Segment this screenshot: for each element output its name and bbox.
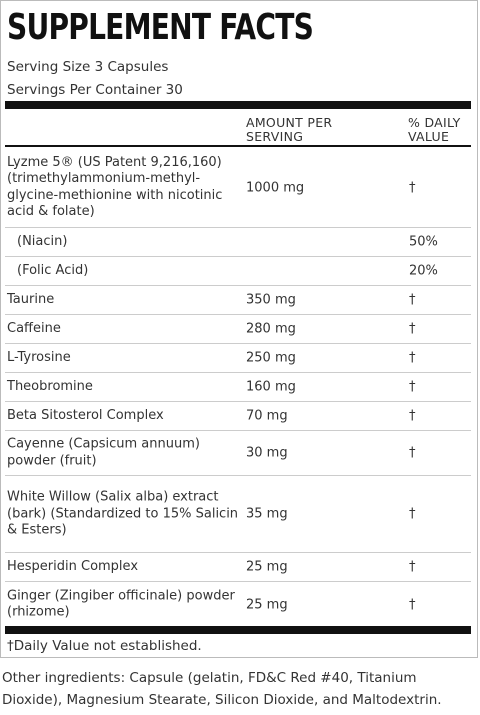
nutrient-amount: 1000 mg: [246, 180, 305, 195]
serving-size: Serving Size 3 Capsules: [7, 59, 169, 75]
divider-thick-bottom: [5, 626, 471, 634]
table-row: [5, 286, 471, 315]
servings-per-container: Servings Per Container 30: [7, 82, 183, 98]
table-row: [5, 373, 471, 402]
nutrient-name: Beta Sitosterol Complex: [7, 407, 164, 423]
table-row: [5, 344, 471, 373]
nutrient-daily-value: †: [409, 350, 416, 366]
nutrient-daily-value: †: [409, 180, 416, 195]
nutrient-amount: 70 mg: [246, 408, 288, 424]
nutrient-daily-value: †: [409, 597, 416, 612]
table-row: [5, 228, 471, 257]
divider-header: [5, 145, 471, 147]
panel-title: SUPPLEMENT FACTS: [7, 7, 314, 48]
nutrient-name: Theobromine: [7, 378, 93, 394]
nutrient-amount: 160 mg: [246, 379, 296, 395]
header-daily-value: [408, 116, 461, 144]
header-amount-line1: AMOUNT PER: [246, 115, 333, 130]
nutrient-daily-value: †: [409, 559, 416, 575]
nutrient-name: Cayenne (Capsicum annuum) powder (fruit): [7, 436, 200, 468]
nutrient-name: Ginger (Zingiber officinale) powder (rhizome): [7, 588, 235, 620]
nutrient-daily-value: †: [409, 408, 416, 424]
divider-thick-top: [5, 101, 471, 109]
nutrient-amount: 350 mg: [246, 292, 296, 308]
header-amount-line2: SERVING: [246, 129, 304, 144]
nutrient-daily-value: †: [409, 379, 416, 395]
nutrient-name: Taurine: [7, 291, 55, 307]
daily-value-footnote: †Daily Value not established.: [7, 638, 202, 654]
table-row: [5, 582, 471, 627]
nutrient-name: White Willow (Salix alba) extract (bark) (Standardized to 15% Salicin & Esters): [7, 489, 239, 538]
nutrient-daily-value: †: [409, 506, 416, 522]
nutrient-table: [5, 148, 471, 627]
table-row: [5, 402, 471, 431]
table-row: [5, 257, 471, 286]
header-amount: [246, 116, 332, 144]
nutrient-daily-value: 20%: [409, 263, 438, 279]
nutrient-name: L-Tyrosine: [7, 349, 71, 365]
table-row: [5, 315, 471, 344]
table-row: [5, 148, 471, 228]
nutrient-name: Hesperidin Complex: [7, 558, 139, 574]
nutrient-amount: 25 mg: [246, 559, 288, 575]
nutrient-amount: 280 mg: [246, 321, 296, 337]
nutrient-daily-value: †: [409, 321, 416, 337]
header-dv-line2: VALUE: [408, 129, 450, 144]
table-row: [5, 431, 471, 476]
nutrient-amount: 250 mg: [246, 350, 296, 366]
nutrient-name: Lyzme 5® (US Patent 9,216,160) (trimethylammonium-methyl-glycine-methionine with nicotinic acid & folate): [7, 154, 223, 219]
nutrient-amount: 35 mg: [246, 506, 288, 522]
table-row: [5, 553, 471, 582]
other-ingredients: Other ingredients: Capsule (gelatin, FD&C Red #40, Titanium Dioxide), Magnesium Stearate, Silicon Dioxide, and Maltodextrin.: [2, 670, 442, 708]
nutrient-amount: 25 mg: [246, 597, 288, 612]
table-row: [5, 476, 471, 553]
nutrient-daily-value: †: [409, 445, 416, 461]
nutrient-name: (Niacin): [17, 233, 68, 249]
nutrient-amount: 30 mg: [246, 445, 288, 461]
header-dv-line1: % DAILY: [408, 115, 461, 130]
nutrient-daily-value: †: [409, 292, 416, 308]
nutrient-name: (Folic Acid): [17, 262, 89, 278]
nutrient-name: Caffeine: [7, 320, 61, 336]
nutrient-daily-value: 50%: [409, 234, 438, 250]
